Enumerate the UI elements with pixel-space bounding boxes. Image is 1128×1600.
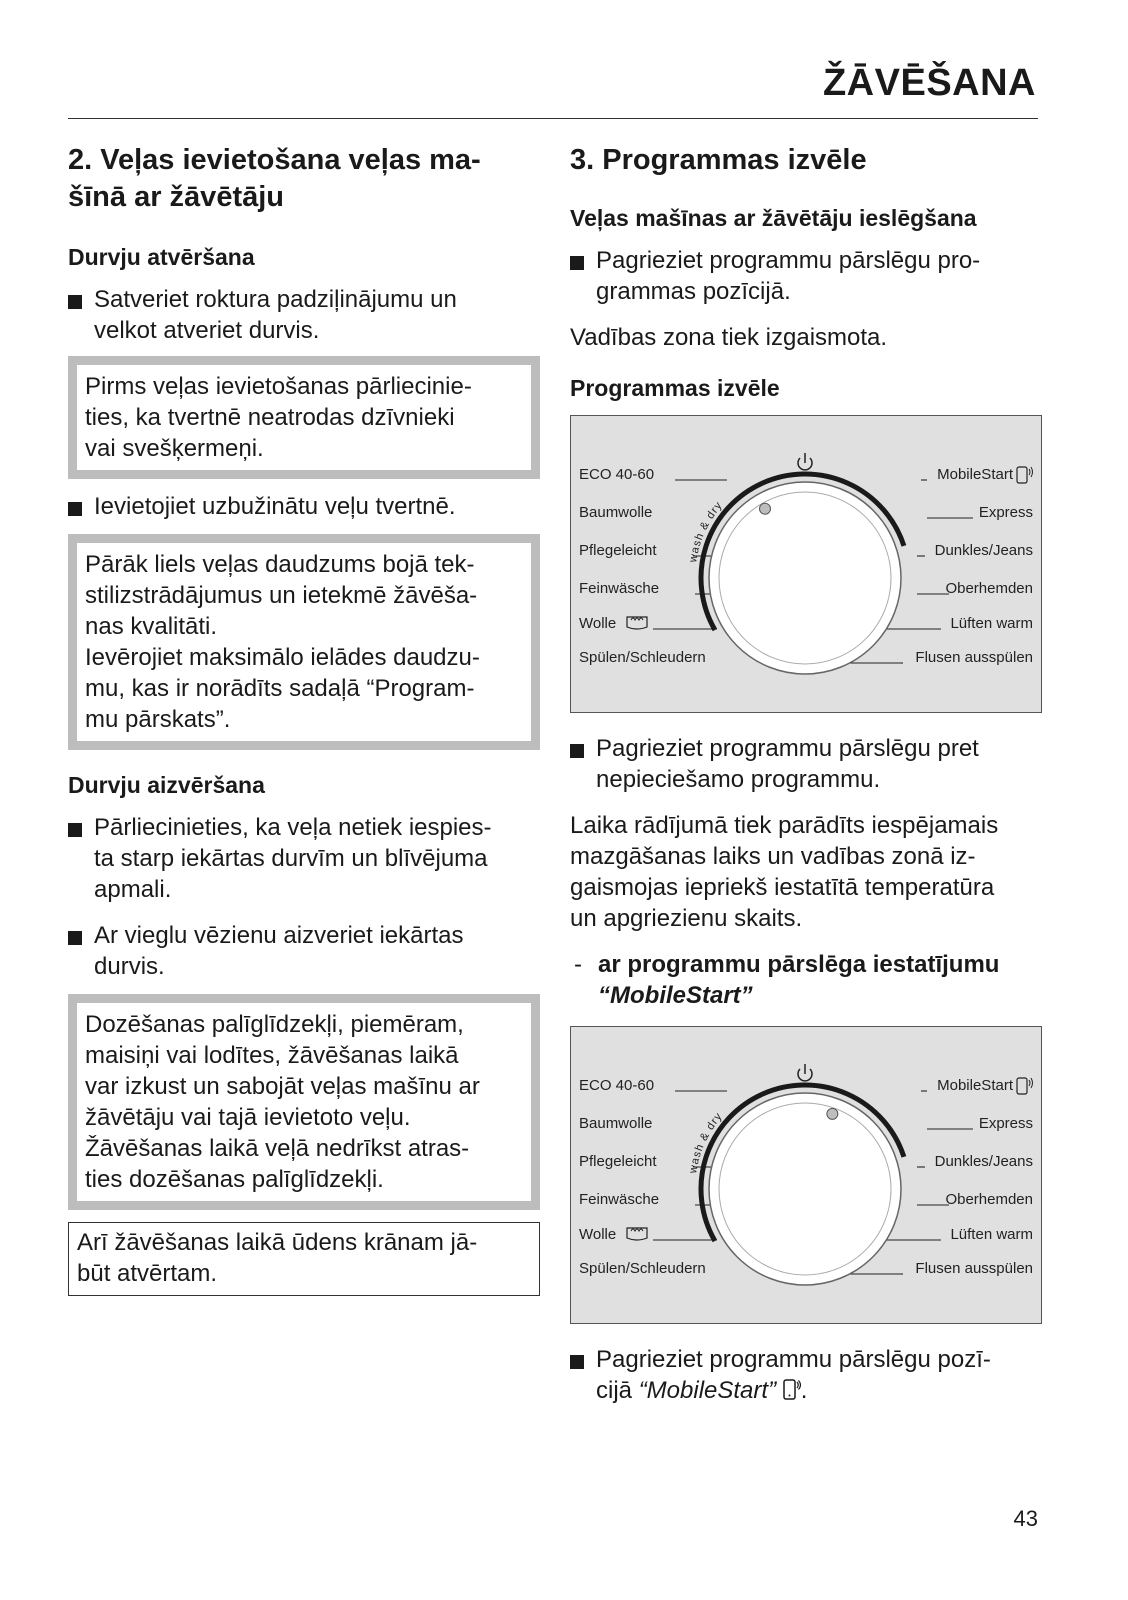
note-check-drum: Pirms veļas ievietošanas pārliecinie- ties, ka tvertnē neatrodas dzīvnieki vai svešķermeņi. — [68, 356, 540, 479]
header-rule — [68, 118, 1038, 119]
dash-mobilestart-setting: - ar programmu pārslēga iestatījumu “MobileStart” — [574, 951, 1000, 1009]
program-dial-panel-1 — [570, 415, 1042, 713]
heading-switch-on: Veļas mašīnas ar žāvētāju ieslēgšana — [570, 205, 977, 231]
program-label-left: Baumwolle — [579, 1115, 653, 1132]
arc-label: wash & dry — [687, 499, 726, 564]
bullet-turn-to-program: Pagrieziet programmu pārslēgu pret nepieciešamo programmu. — [570, 733, 1042, 795]
wool-icon — [627, 1228, 647, 1240]
bullet-insert-laundry: Ievietojiet uzbužinātu veļu tvertnē. — [68, 491, 540, 522]
program-label-left: Baumwolle — [579, 504, 653, 521]
bullet-square-icon — [570, 744, 584, 758]
program-dial-panel-2 — [570, 1026, 1042, 1324]
note-dispensing-aids: Dozēšanas palīglīdzekļi, piemēram, maisiņi vai lodītes, žāvēšanas laikā var izkust un sabojāt veļas mašīnu ar žāvētāju vai tajā ievietoto veļu. Žāvēšanas laikā veļā nedrīkst atras- ties dozēšanas palīglīdzekļi. — [68, 994, 540, 1210]
program-label-right: Lüften warm — [950, 1226, 1033, 1243]
program-label-right: Flusen ausspülen — [915, 1260, 1033, 1277]
arc-label: wash & dry — [687, 1110, 726, 1175]
program-label-left: Pflegeleicht — [579, 1153, 657, 1170]
bullet-turn-to-mobilestart: Pagrieziet programmu pārslēgu pozī- cijā “MobileStart” . — [570, 1344, 1042, 1406]
wool-icon — [627, 617, 647, 629]
bullet-close-door: Ar vieglu vēzienu aizveriet iekārtas durvis. — [68, 920, 540, 982]
note-overload-warning: Pārāk liels veļas daudzums bojā tek- stilizstrādājumus un ietekmē žāvēša- nas kvalitāti. Ievērojiet maksimālo ielādes daudzu- mu, kas ir norādīts sadaļā “Program- mu pārskats”. — [68, 534, 540, 750]
program-label-left: Spülen/Schleudern — [579, 649, 706, 666]
program-label-left: Feinwäsche — [579, 1191, 660, 1208]
bullet-square-icon — [68, 931, 82, 945]
program-label-right: Oberhemden — [945, 580, 1033, 597]
power-icon — [798, 1064, 812, 1081]
program-label-left: Wolle — [579, 615, 617, 632]
header-title: ŽĀVĒŠANA — [822, 62, 1036, 104]
right-column — [570, 142, 1042, 1406]
program-label-left: ECO 40-60 — [579, 1077, 655, 1094]
program-label-right: Express — [978, 504, 1033, 521]
note-water-tap: Arī žāvēšanas laikā ūdens krānam jā- būt atvērtam. — [68, 1222, 540, 1296]
program-label-left: Spülen/Schleudern — [579, 1260, 706, 1277]
program-label-right: Lüften warm — [950, 615, 1033, 632]
program-label-left: Pflegeleicht — [579, 542, 657, 559]
program-label-right: MobileStart — [937, 466, 1013, 483]
program-label-left: ECO 40-60 — [579, 466, 655, 483]
program-label-right: Dunkles/Jeans — [934, 1153, 1033, 1170]
dial-knob[interactable] — [719, 1103, 891, 1275]
text-control-lit: Vadības zona tiek izgaismota. — [570, 324, 888, 351]
text-time-display: Laika rādījumā tiek parādīts iespējamais mazgāšanas laiks un vadības zonā iz- gaismojas iepriekš iestatītā temperatūra un apgriezienu skaits. — [570, 812, 999, 932]
bullet-square-icon — [570, 256, 584, 270]
bullet-turn-selector: Pagrieziet programmu pārslēgu pro- grammas pozīcijā. — [570, 245, 1042, 307]
page-number: 43 — [1013, 1506, 1038, 1531]
program-label-right: Express — [978, 1115, 1033, 1132]
heading-program-select: Programmas izvēle — [570, 375, 780, 401]
dial-indicator — [760, 503, 771, 514]
heading-door-open: Durvju atvēršana — [68, 244, 255, 270]
program-label-right: MobileStart — [937, 1077, 1013, 1094]
program-label-left: Wolle — [579, 1226, 617, 1243]
program-label-right: Flusen ausspülen — [915, 649, 1033, 666]
heading-door-close: Durvju aizvēršana — [68, 772, 265, 798]
bullet-square-icon — [68, 502, 82, 516]
power-icon — [798, 453, 812, 470]
program-label-right: Oberhemden — [945, 1191, 1033, 1208]
mobile-phone-icon — [1017, 467, 1033, 483]
mobile-phone-icon — [783, 1378, 801, 1402]
bullet-square-icon — [68, 295, 82, 309]
bullet-square-icon — [570, 1355, 584, 1369]
section-title-loading: 2. Veļas ievietošana veļas ma- šīnā ar žāvētāju — [68, 144, 481, 213]
dial-indicator — [827, 1108, 838, 1119]
program-label-right: Dunkles/Jeans — [934, 542, 1033, 559]
program-label-left: Feinwäsche — [579, 580, 660, 597]
bullet-square-icon — [68, 823, 82, 837]
mobile-phone-icon — [1017, 1078, 1033, 1094]
section-title-program: 3. Programmas izvēle — [570, 144, 867, 176]
dial-knob[interactable] — [719, 492, 891, 664]
left-column — [68, 142, 540, 1296]
bullet-grab-handle: Satveriet roktura padziļinājumu un velkot atveriet durvis. — [68, 284, 540, 346]
bullet-check-seal: Pārliecinieties, ka veļa netiek iespies- ta starp iekārtas durvīm un blīvējuma apmali. — [68, 812, 540, 905]
